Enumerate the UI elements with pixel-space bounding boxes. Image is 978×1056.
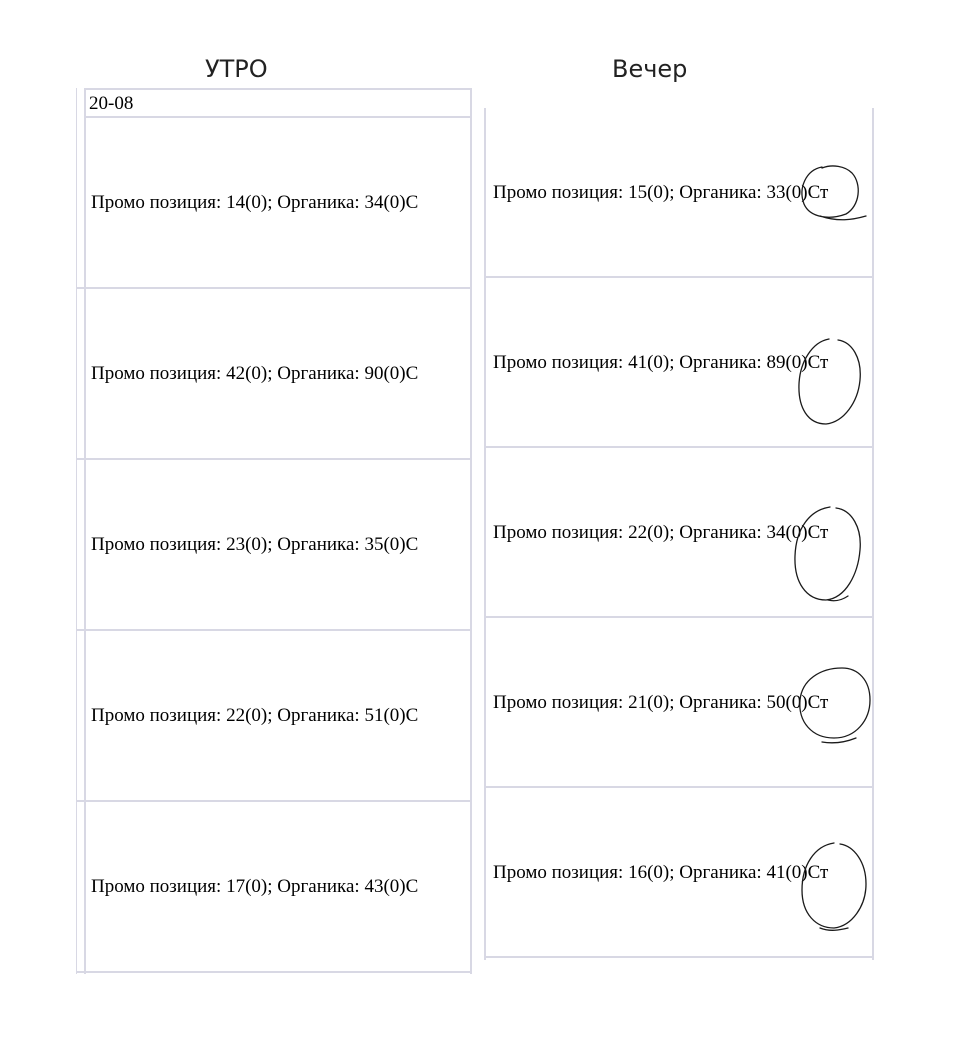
- morning-table: [76, 88, 472, 974]
- date-label: 20-08: [89, 93, 134, 114]
- table-row: [486, 108, 872, 278]
- row-text: Промо позиция: 42(0); Органика: 90(0)С: [91, 363, 419, 384]
- row-text: Промо позиция: 15(0); Органика: 33(0)Ст: [493, 182, 829, 203]
- row-text: Промо позиция: 22(0); Органика: 34(0)Ст: [493, 522, 829, 543]
- row-text: Промо позиция: 23(0); Органика: 35(0)С: [91, 534, 419, 555]
- row-text: Промо позиция: 14(0); Органика: 34(0)С: [91, 192, 419, 213]
- row-text: Промо позиция: 17(0); Органика: 43(0)С: [91, 876, 419, 897]
- row-text: Промо позиция: 41(0); Органика: 89(0)Ст: [493, 352, 829, 373]
- date-cell: [84, 88, 472, 118]
- table-row: [486, 618, 872, 788]
- evening-table: [484, 108, 874, 960]
- evening-heading: Вечер: [612, 55, 688, 83]
- row-text: Промо позиция: 22(0); Органика: 51(0)С: [91, 705, 419, 726]
- table-row: [76, 802, 470, 973]
- table-border: [470, 88, 472, 974]
- table-row: [76, 289, 470, 460]
- table-border: [872, 108, 874, 960]
- row-text: Промо позиция: 16(0); Органика: 41(0)Ст: [493, 862, 829, 883]
- table-row: [486, 448, 872, 618]
- table-row: [76, 460, 470, 631]
- row-text: Промо позиция: 21(0); Органика: 50(0)Ст: [493, 692, 829, 713]
- morning-heading: УТРО: [205, 55, 268, 83]
- table-row: [76, 118, 470, 289]
- table-row: [486, 788, 872, 958]
- table-row: [486, 278, 872, 448]
- table-row: [76, 631, 470, 802]
